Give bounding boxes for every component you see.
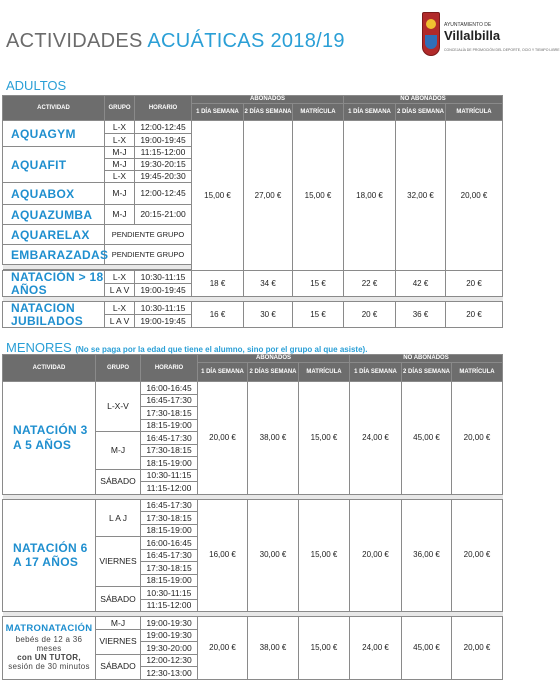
price-ab-2dias: 34 € [244, 271, 293, 297]
hour-cell: 10:30-11:15 [135, 271, 192, 284]
hour-cell: 16:45-17:30 [141, 432, 198, 445]
group-cell: SÁBADO [96, 469, 141, 494]
col-grupo: GRUPO [96, 355, 141, 382]
adultos-table [2, 95, 503, 328]
price-ab-1dia: 18 € [192, 271, 244, 297]
activity-natacion-3-5: NATACIÓN 3 A 5 AÑOS [3, 382, 96, 495]
hour-cell: 10:30-11:15 [141, 587, 198, 600]
price-ab-2dias: 27,00 € [244, 121, 293, 271]
col-ab-2dias: 2 DÍAS SEMANA [244, 104, 293, 121]
matro-desc2: con UN TUTOR, [17, 653, 81, 663]
price-ab-1dia: 16,00 € [198, 499, 248, 612]
price-nab-1dia: 22 € [344, 271, 396, 297]
price-nab-matricula: 20,00 € [452, 617, 503, 680]
col-ab-2dias: 2 DÍAS SEMANA [248, 363, 299, 382]
group-cell: L-X [105, 302, 135, 315]
group-cell: SÁBADO [96, 587, 141, 612]
price-nab-1dia: 20,00 € [350, 499, 402, 612]
hour-cell: 16:45-17:30 [141, 549, 198, 562]
price-ab-matricula: 15,00 € [299, 617, 350, 680]
col-nab-2dias: 2 DÍAS SEMANA [396, 104, 446, 121]
price-ab-1dia: 15,00 € [192, 121, 244, 271]
price-nab-2dias: 36 € [396, 302, 446, 328]
hour-cell: 16:45-17:30 [141, 499, 198, 512]
price-ab-matricula: 15 € [293, 271, 344, 297]
price-ab-matricula: 15,00 € [299, 499, 350, 612]
group-cell: L-X [105, 121, 135, 134]
col-no-abonados: NO ABONADOS [344, 96, 503, 104]
group-cell: L-X [105, 271, 135, 284]
activity-aquafit: AQUAFIT [3, 147, 105, 183]
section-title-adultos: ADULTOS [6, 78, 67, 93]
group-cell: L A V [105, 284, 135, 297]
hour-cell: 20:15-21:00 [135, 205, 192, 225]
price-nab-1dia: 20 € [344, 302, 396, 328]
table-row [3, 271, 503, 284]
group-cell: M-J [96, 432, 141, 470]
group-cell: M-J [105, 159, 135, 171]
logo-name: Villalbilla [444, 28, 501, 43]
group-cell: M-J [105, 147, 135, 159]
group-cell: L A J [96, 499, 141, 537]
hour-cell: 16:00-16:45 [141, 382, 198, 395]
price-ab-matricula: 15,00 € [293, 121, 344, 271]
hour-cell: 11:15-12:00 [141, 482, 198, 495]
hour-cell: 19:00-19:45 [135, 315, 192, 328]
logo-subline: CONCEJALÍA DE PROMOCIÓN DEL DEPORTE, OCIO Y TIEMPO LIBRE [444, 48, 560, 52]
activity-natacion-6-17: NATACIÓN 6 A 17 AÑOS [3, 499, 96, 612]
hour-cell: 16:00-16:45 [141, 537, 198, 550]
col-abonados: ABONADOS [192, 96, 344, 104]
col-no-abonados: NO ABONADOS [350, 355, 503, 363]
hour-cell: 18:15-19:00 [141, 457, 198, 470]
hour-cell: 12:00-12:45 [135, 121, 192, 134]
price-nab-matricula: 20 € [446, 302, 503, 328]
price-ab-matricula: 15 € [293, 302, 344, 328]
price-nab-2dias: 42 € [396, 271, 446, 297]
price-nab-matricula: 20,00 € [446, 121, 503, 271]
hour-cell: 19:00-19:30 [141, 617, 198, 630]
hour-cell: 19:00-19:45 [135, 134, 192, 147]
price-ab-matricula: 15,00 € [299, 382, 350, 495]
price-ab-1dia: 20,00 € [198, 382, 248, 495]
title-part-2: ACUÁTICAS 2018/19 [147, 30, 345, 52]
menores-title: MENORES [6, 340, 72, 355]
pending-group: PENDIENTE GRUPO [105, 225, 192, 245]
hour-cell: 16:45-17:30 [141, 394, 198, 407]
col-nab-1dia: 1 DÍA SEMANA [344, 104, 396, 121]
col-ab-1dia: 1 DÍA SEMANA [198, 363, 248, 382]
group-cell: L A V [105, 315, 135, 328]
pending-group: PENDIENTE GRUPO [105, 245, 192, 265]
section-title-menores [6, 340, 367, 355]
col-horario: HORARIO [135, 96, 192, 121]
col-abonados: ABONADOS [198, 355, 350, 363]
hour-cell: 11:15-12:00 [135, 147, 192, 159]
table-row [3, 382, 503, 395]
title-part-1: ACTIVIDADES [6, 30, 148, 52]
group-cell: VIERNES [96, 629, 141, 654]
price-nab-matricula: 20 € [446, 271, 503, 297]
hour-cell: 10:30-11:15 [135, 302, 192, 315]
col-horario: HORARIO [141, 355, 198, 382]
hour-cell: 19:00-19:45 [135, 284, 192, 297]
col-ab-matricula: MATRÍCULA [299, 363, 350, 382]
hour-cell: 19:30-20:15 [135, 159, 192, 171]
hour-cell: 17:30-18:15 [141, 444, 198, 457]
price-ab-1dia: 20,00 € [198, 617, 248, 680]
price-nab-matricula: 20,00 € [452, 499, 503, 612]
coat-of-arms-icon [422, 12, 440, 56]
price-ab-2dias: 30 € [244, 302, 293, 328]
col-ab-matricula: MATRÍCULA [293, 104, 344, 121]
hour-cell: 12:30-13:00 [141, 667, 198, 680]
table-row [3, 121, 503, 134]
col-actividad: ACTIVIDAD [3, 96, 105, 121]
logo-line1: AYUNTAMIENTO DE [444, 22, 492, 28]
hour-cell: 19:00-19:30 [141, 629, 198, 642]
col-nab-matricula: MATRÍCULA [446, 104, 503, 121]
price-nab-1dia: 24,00 € [350, 382, 402, 495]
group-cell: M-J [105, 183, 135, 205]
group-cell: L-X-V [96, 382, 141, 432]
group-cell: L-X [105, 171, 135, 183]
activity-aquazumba: AQUAZUMBA [3, 205, 105, 225]
col-nab-1dia: 1 DÍA SEMANA [350, 363, 402, 382]
group-cell: VIERNES [96, 537, 141, 587]
activity-matronatacion [3, 617, 96, 680]
activity-natacion-18: NATACIÓN > 18 AÑOS [3, 271, 105, 297]
activity-embarazadas: EMBARAZADAS [3, 245, 105, 265]
price-nab-1dia: 24,00 € [350, 617, 402, 680]
page-title [6, 30, 345, 53]
group-cell: M-J [105, 205, 135, 225]
hour-cell: 17:30-18:15 [141, 512, 198, 525]
price-ab-2dias: 38,00 € [248, 382, 299, 495]
price-ab-1dia: 16 € [192, 302, 244, 328]
menores-table [2, 354, 503, 680]
col-ab-1dia: 1 DÍA SEMANA [192, 104, 244, 121]
price-nab-2dias: 36,00 € [402, 499, 452, 612]
group-cell: SÁBADO [96, 654, 141, 679]
activity-aquarelax: AQUARELAX [3, 225, 105, 245]
hour-cell: 12:00-12:45 [135, 183, 192, 205]
ayuntamiento-logo [422, 8, 560, 70]
activity-aquagym: AQUAGYM [3, 121, 105, 147]
group-cell: L-X [105, 134, 135, 147]
table-row [3, 302, 503, 315]
table-row [3, 617, 503, 630]
hour-cell: 18:15-19:00 [141, 524, 198, 537]
col-grupo: GRUPO [105, 96, 135, 121]
hour-cell: 19:30-20:00 [141, 642, 198, 655]
price-nab-2dias: 45,00 € [402, 617, 452, 680]
table-row [3, 499, 503, 512]
hour-cell: 10:30-11:15 [141, 469, 198, 482]
hour-cell: 17:30-18:15 [141, 407, 198, 420]
hour-cell: 11:15-12:00 [141, 599, 198, 612]
hour-cell: 18:15-19:00 [141, 574, 198, 587]
hour-cell: 19:45-20:30 [135, 171, 192, 183]
activity-jubilados: NATACION JUBILADOS [3, 302, 105, 328]
hour-cell: 17:30-18:15 [141, 562, 198, 575]
hour-cell: 12:00-12:30 [141, 654, 198, 667]
activity-aquabox: AQUABOX [3, 183, 105, 205]
price-ab-2dias: 30,00 € [248, 499, 299, 612]
price-nab-matricula: 20,00 € [452, 382, 503, 495]
matro-name: MATRONATACIÓN [5, 622, 93, 634]
matro-desc1: bebés de 12 a 36 meses [15, 634, 83, 654]
price-ab-2dias: 38,00 € [248, 617, 299, 680]
col-nab-2dias: 2 DÍAS SEMANA [402, 363, 452, 382]
matro-desc3: sesión de 30 minutos [8, 662, 90, 672]
col-actividad: ACTIVIDAD [3, 355, 96, 382]
price-nab-2dias: 45,00 € [402, 382, 452, 495]
group-cell: M-J [96, 617, 141, 630]
hour-cell: 18:15-19:00 [141, 419, 198, 432]
price-nab-2dias: 32,00 € [396, 121, 446, 271]
price-nab-1dia: 18,00 € [344, 121, 396, 271]
col-nab-matricula: MATRÍCULA [452, 363, 503, 382]
menores-note: (No se paga por la edad que tiene el alumno, sino por el grupo al que asiste). [75, 345, 368, 354]
